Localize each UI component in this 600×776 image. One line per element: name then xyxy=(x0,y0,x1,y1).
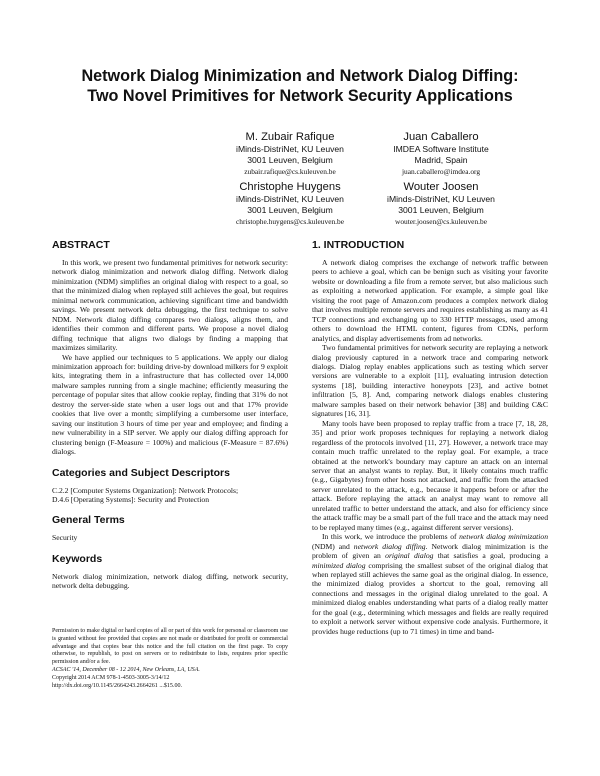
author-name: Christophe Huygens xyxy=(239,181,341,193)
abstract-paragraph-1: In this work, we present two fundamental primitives for network security: network dialog minimization and network dialog diffing. Network dialog minimization (NDM) simplifies an original dialog with respect to a goal, so that the minimized dialog when replayed still achieves the goal, but requires minimal network communication, achieving significant time and bandwidth savings. We present network delta debugging, the first technique to solve NDM. Network dialog diffing compares two dialogs, aligns them, and identifies their common and different parts. We propose a novel dialog diffing technique that aligns two dialogs by finding a mapping that maximizes similarity. xyxy=(52,258,288,353)
keywords-heading: Keywords xyxy=(52,552,103,565)
author-email: juan.caballero@imdea.org xyxy=(401,167,481,176)
author-email: wouter.joosen@cs.kuleuven.be xyxy=(395,217,487,226)
paper-title xyxy=(0,66,600,106)
author-email: christophe.huygens@cs.kuleuven.be xyxy=(236,217,344,226)
intro-paragraph-3: Many tools have been proposed to replay traffic from a trace [7, 18, 28, 35] and prior work proposes techniques for replaying a network dialog regardless of the protocols involved [11, 27]. However, a network trace may contain much traffic unrelated to the replay goal. For example, a trace obtained at the network's boundary may capture an attack on an internal server that an analyst wants to replay. But, it likely contains much traffic (e.g., Gigabytes) from other hosts not attacked, and traffic from the attacked server unrelated to the attack, e.g., because it happens before or after the attack. Before replaying the attack an analyst may want to remove all unrelated traffic to better understand the attack, and also for efficiency since the attack traffic may be a small part of the full trace and the attack may need to be replayed many times (e.g., against different server versions). xyxy=(312,418,548,532)
author-email: zubair.rafique@cs.kuleuven.be xyxy=(244,167,336,176)
keywords-text: Network dialog minimization, network dialog diffing, network security, network delta debugging. xyxy=(52,571,288,591)
conference-info: ACSAC '14, December 08 - 12 2014, New Orleans, LA, USA. xyxy=(52,666,200,673)
term-minimized-dialog: minimized dialog xyxy=(312,560,366,570)
general-terms-heading: General Terms xyxy=(52,514,125,527)
term-original-dialog: original dialog xyxy=(385,551,434,561)
abstract-paragraph-2: We have applied our techniques to 5 applications. We apply our dialog minimization approach for: building drive-by download milkers for 9 exploit kits, integrating them in a infrastructure that has collected over 14,000 malware samples running from a single machine; efficiently measuring the percentage of popular sites that allow cookie replay, finding that 31% do not destroy the server-side state when a user logs out and that 17% provide cookies that live over a month; simplifying a cumbersome user interface, saving our institution 3 hours of time per year and employee; and finding a new vulnerability in a SIP server. We apply our dialog diffing approach for clustering benign (F-Measure = 100%) and malicious (F-Measure = 87.6%) dialogs. xyxy=(52,352,288,457)
author-affiliation: iMinds-DistriNet, KU Leuven xyxy=(236,144,344,154)
author-affiliation: iMinds-DistriNet, KU Leuven xyxy=(387,194,495,204)
intro-paragraph-2: Two fundamental primitives for network security are replaying a network dialog previously captured in a network trace and comparing network dialogs. Dialog replay enables applications such as testing which server versions are vulnerable to a exploit [11], evaluating intrusion detection systems [18], building interactive honeypots [23], and active botnet infiltration [5, 8]. And, comparing network dialogs enables clustering malware samples based on their network behavior [38] and building C&C signatures [16, 31]. xyxy=(312,343,548,419)
author-address: 3001 Leuven, Belgium xyxy=(247,155,333,165)
title-line-1: Network Dialog Minimization and Network Dialog Diffing: xyxy=(81,67,519,85)
right-column xyxy=(312,238,548,636)
author-address: 3001 Leuven, Belgium xyxy=(247,205,333,215)
author-block-4 xyxy=(341,180,541,227)
categories-heading: Categories and Subject Descriptors xyxy=(52,466,230,479)
author-affiliation: iMinds-DistriNet, KU Leuven xyxy=(236,194,344,204)
doi-line: http://dx.doi.org/10.1145/2664243.2664261 ...$15.00. xyxy=(52,682,183,689)
term-network-dialog-diffing: network dialog diffing xyxy=(353,541,426,551)
introduction-heading: 1. INTRODUCTION xyxy=(312,239,405,251)
author-block-2 xyxy=(341,130,541,177)
author-address: Madrid, Spain xyxy=(414,155,468,165)
copyright-line: Copyright 2014 ACM 978-1-4503-3005-3/14/12 xyxy=(52,674,170,681)
intro-paragraph-4: In this work, we introduce the problems of network dialog minimization (NDM) and network dialog diffing. Network dialog minimization is the problem of given an original dialog that satisfies a goal, producing a minimized dialog comprising the smallest subset of the original dialog that when replayed still achieves the same goal as the original dialog. In essence, the minimized dialog provides a shortcut to the goal, removing all connections and messages in the original dialog unrelated to the goal. A minimized dialog enables understanding what parts of a dialog really matter for the goal (e.g., determining which messages and fields are really required to exploit a network server without expensive code analysis. Furthermore, it provides huge reductions (up to 71 times) in time and band- xyxy=(312,532,549,636)
permission-footnote xyxy=(52,628,288,690)
term-network-dialog-minimization: network dialog minimization xyxy=(459,532,548,542)
categories-line-1: C.2.2 [Computer Systems Organization]: Network Protocols; xyxy=(52,485,239,495)
author-name: Juan Caballero xyxy=(403,131,479,143)
author-affiliation: IMDEA Software Institute xyxy=(393,144,489,154)
author-address: 3001 Leuven, Belgium xyxy=(398,205,484,215)
permission-text: Permission to make digital or hard copies of all or part of this work for personal or classroom use is granted without fee provided that copies are not made or distributed for profit or commercial advantage and that copies bear this notice and the full citation on the first page. To copy otherwise, to republish, to post on servers or to redistribute to lists, requires prior specific permission and/or a fee. xyxy=(52,628,288,666)
general-terms-text: Security xyxy=(52,533,78,543)
abstract-heading: ABSTRACT xyxy=(52,239,110,251)
left-column xyxy=(52,238,288,591)
intro-paragraph-1: A network dialog comprises the exchange of network traffic between peers to achieve a goal, which can be benign such as visiting your favorite website or downloading a file from a remote server, but also malicious such as exploiting a networked application. For example, a simple goal like visiting the root page of Amazon.com produces a complex network dialog that involves multiple remote servers and requires establishing as many as 41 TCP connections and exchanging up to 330 HTTP messages, used among others to download the HTML content, figures from CDNs, perform analytics, and display advertisements from ad networks. xyxy=(312,258,548,343)
author-name: M. Zubair Rafique xyxy=(245,131,335,143)
categories-line-2: D.4.6 [Operating Systems]: Security and Protection xyxy=(52,494,210,504)
title-line-2: Two Novel Primitives for Network Security Applications xyxy=(87,87,513,105)
author-name: Wouter Joosen xyxy=(403,181,479,193)
